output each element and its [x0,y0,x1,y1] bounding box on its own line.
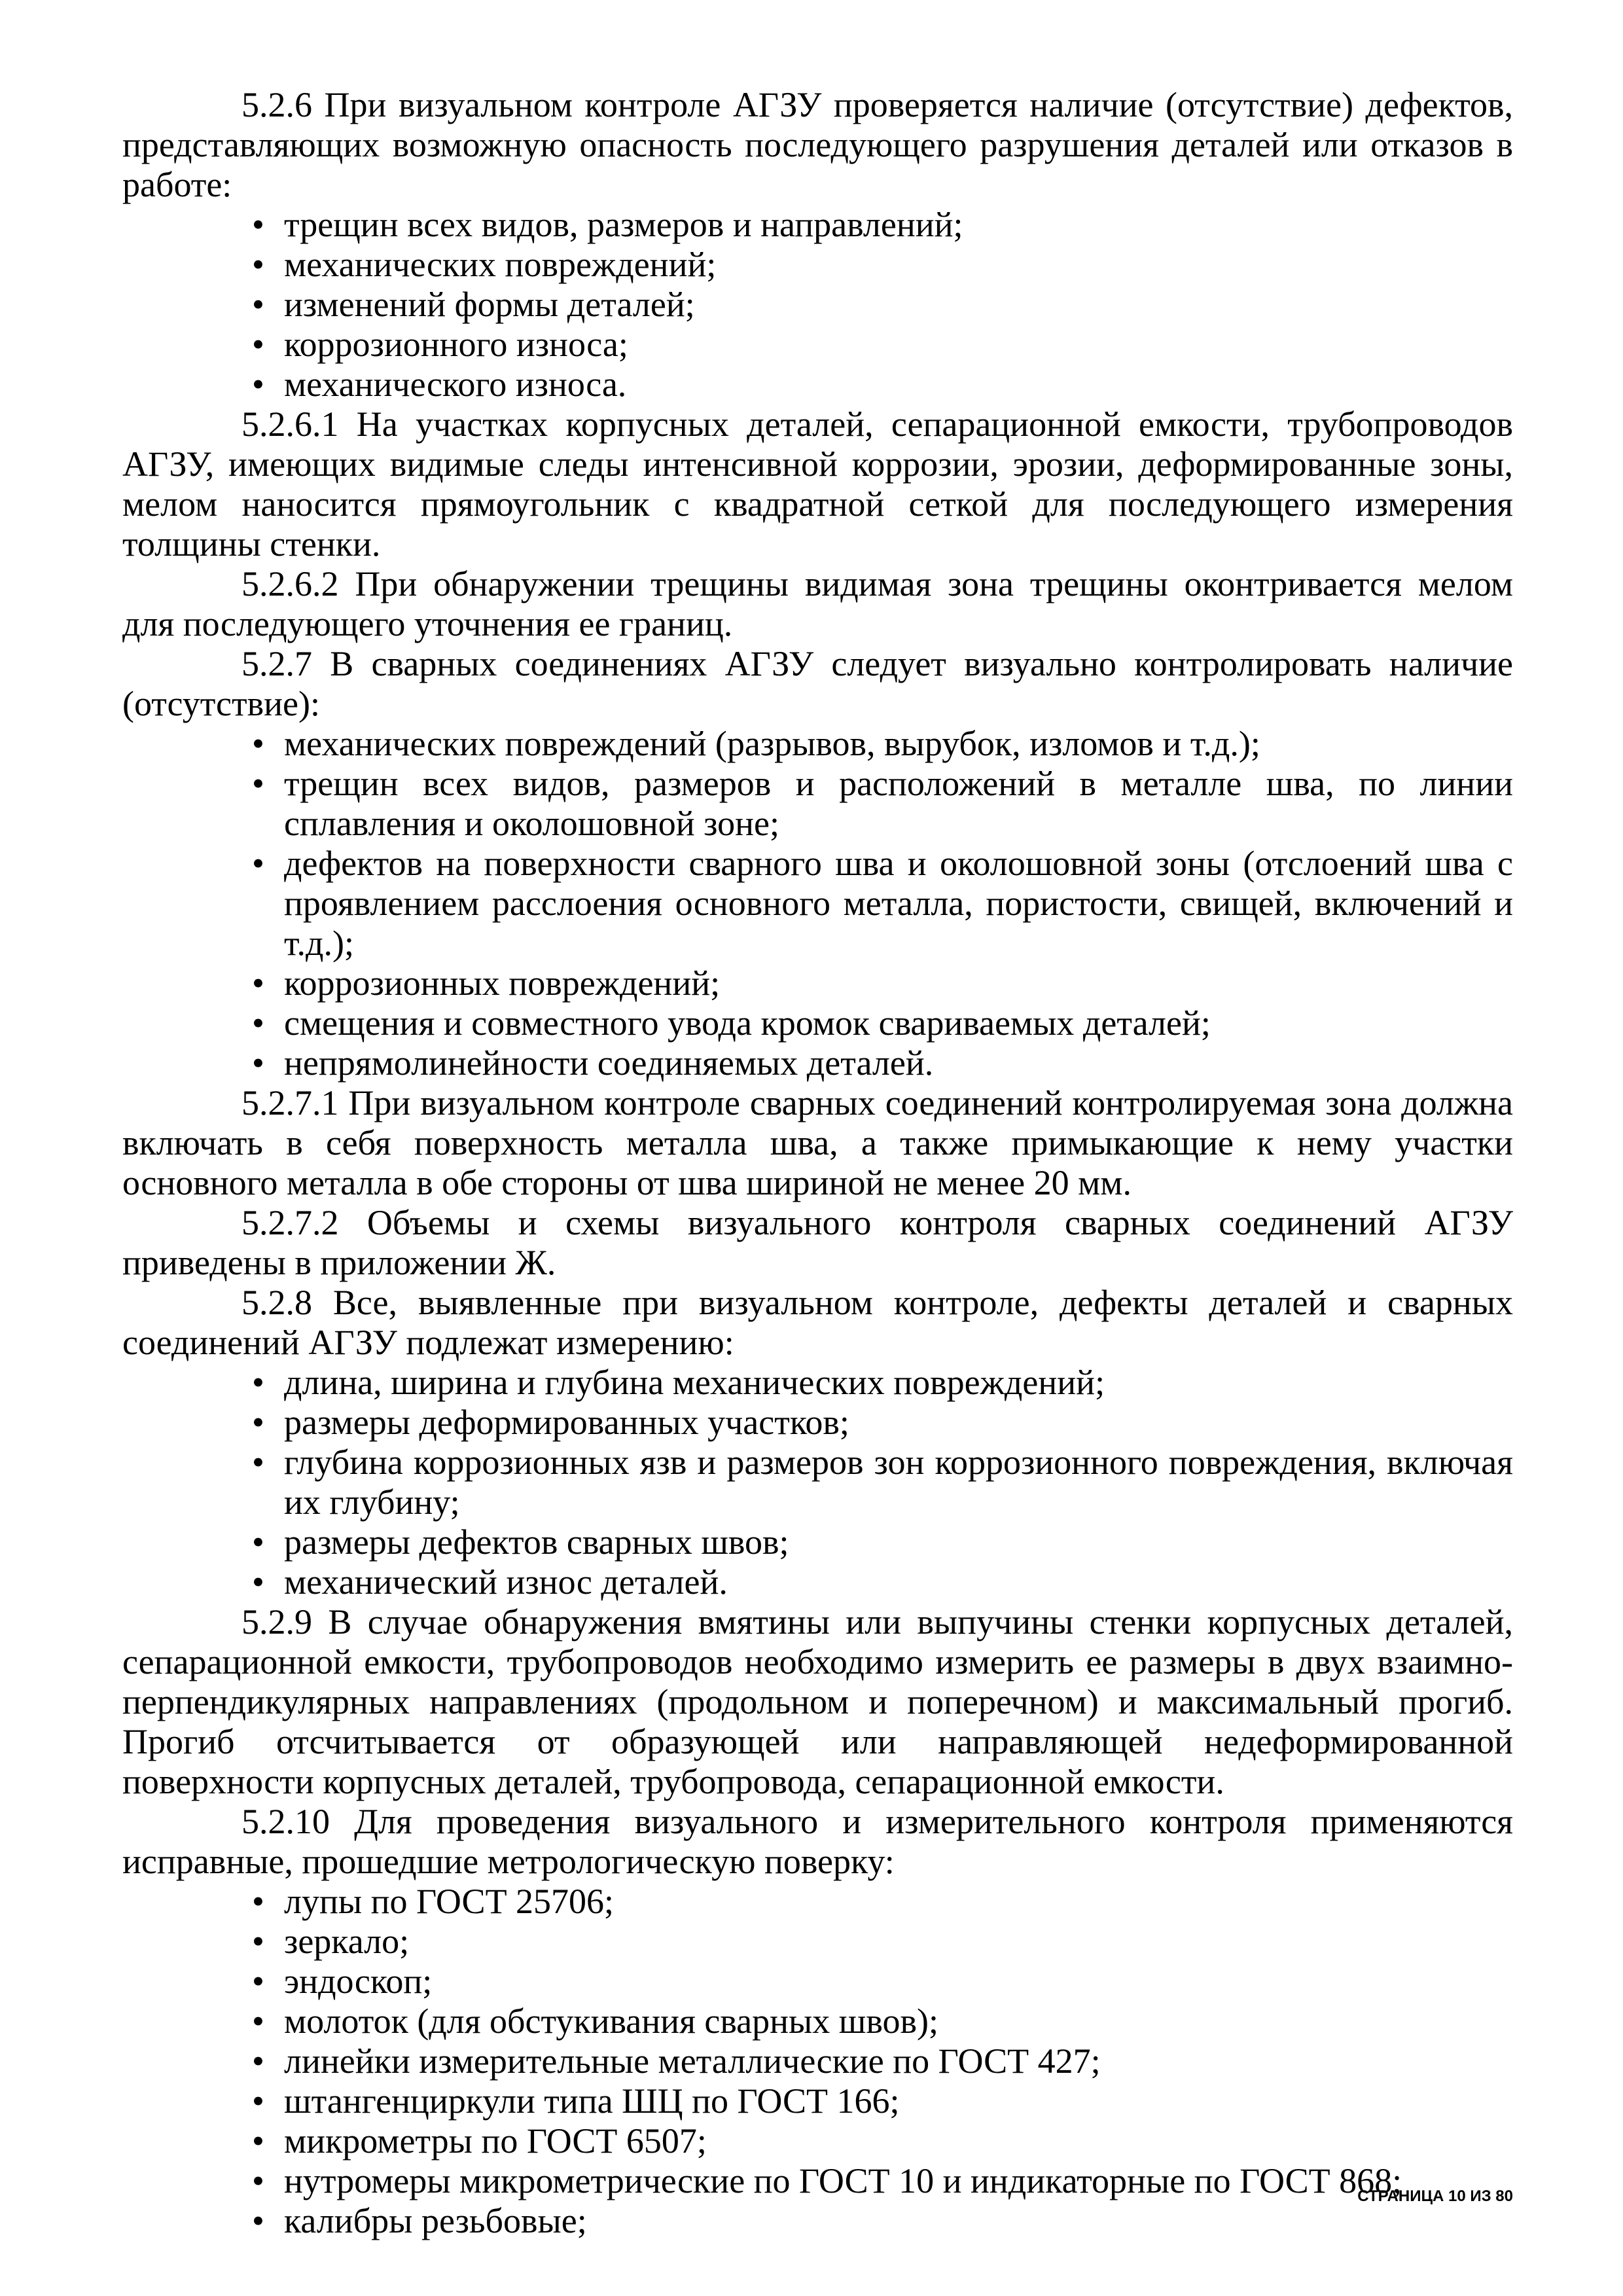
list-item-text: размеры дефектов сварных швов; [284,1522,789,1562]
list-item-text: микрометры по ГОСТ 6507; [284,2121,707,2161]
list-item-text: глубина коррозионных язв и размеров зон коррозионного повреждения, включая их глубину; [284,1443,1513,1522]
document-body [122,85,1513,2241]
list-item-text: зеркало; [284,1922,410,1961]
bullet-icon: • [252,1922,264,1961]
bullet-icon: • [252,205,264,244]
bullet-icon: • [252,2161,264,2200]
list-item [122,2041,1513,2081]
list-item-text: эндоскоп; [284,1962,433,2001]
bullet-icon: • [252,764,264,803]
bullet-icon: • [252,2001,264,2041]
list-item [122,205,1513,245]
list-item [122,1363,1513,1403]
list-item [122,2161,1513,2201]
bullet-icon: • [252,1562,264,1602]
bullet-icon: • [252,2121,264,2161]
list-item [122,1882,1513,1922]
paragraph: 5.2.7 В сварных соединениях АГЗУ следует визуально контролировать наличие (отсутствие): [122,644,1513,723]
list-item [122,1003,1513,1043]
bullet-icon: • [252,1962,264,2001]
list-item-text: размеры деформированных участков; [284,1403,849,1442]
bullet-icon: • [252,2081,264,2121]
list-item-text: длина, ширина и глубина механических повреждений; [284,1363,1105,1402]
list-item [122,1403,1513,1443]
paragraph: 5.2.9 В случае обнаружения вмятины или выпучины стенки корпусных деталей, сепарационной емкости, трубопроводов необходимо измерить ее размеры в двух взаимно-перпендикулярных направлениях (продольном и поперечном) и максимальный прогиб. Прогиб отсчитывается от образующей или направляющей недеформированной поверхности корпусных деталей, трубопровода, сепарационной емкости. [122,1602,1513,1801]
paragraph: 5.2.7.2 Объемы и схемы визуального контроля сварных соединений АГЗУ приведены в приложении Ж. [122,1203,1513,1282]
bullet-icon: • [252,245,264,284]
bullet-icon: • [252,1003,264,1043]
list-item [122,1562,1513,1602]
bullet-icon: • [252,2201,264,2240]
paragraph: 5.2.8 Все, выявленные при визуальном контроле, дефекты деталей и сварных соединений АГЗУ подлежат измерению: [122,1283,1513,1362]
bullet-icon: • [252,1043,264,1083]
list-item-text: молоток (для обстукивания сварных швов); [284,2001,939,2041]
list-item [122,1922,1513,1962]
list-item [122,724,1513,764]
bullet-icon: • [252,325,264,364]
bullet-icon: • [252,963,264,1003]
list-item [122,2001,1513,2041]
list-item [122,365,1513,404]
list-item-text: механических повреждений; [284,245,717,284]
paragraph: 5.2.7.1 При визуальном контроле сварных соединений контролируемая зона должна включать в себя поверхность металла шва, а также примыкающие к нему участки основного металла в обе стороны от шва шириной не менее 20 мм. [122,1083,1513,1202]
list-item [122,1522,1513,1562]
list-item [122,2081,1513,2121]
list-item [122,245,1513,285]
list-item [122,325,1513,365]
bullet-icon: • [252,1403,264,1442]
list-item-text: смещения и совместного увода кромок свариваемых деталей; [284,1003,1211,1043]
list-item-text: лупы по ГОСТ 25706; [284,1882,615,1921]
list-item-text: линейки измерительные металлические по ГОСТ 427; [284,2041,1101,2081]
bullet-icon: • [252,1443,264,1482]
paragraph: 5.2.6.1 На участках корпусных деталей, сепарационной емкости, трубопроводов АГЗУ, имеющих видимые следы интенсивной коррозии, эрозии, деформированные зоны, мелом наносится прямоугольник с квадратной сеткой для последующего измерения толщины стенки. [122,404,1513,564]
list-item-text: механических повреждений (разрывов, вырубок, изломов и т.д.); [284,724,1260,763]
bullet-icon: • [252,365,264,404]
list-item [122,1443,1513,1522]
list-item [122,2201,1513,2241]
bullet-icon: • [252,1363,264,1402]
list-item [122,1043,1513,1083]
list-item-text: механический износ деталей. [284,1562,728,1602]
bullet-icon: • [252,1882,264,1921]
list-item-text: дефектов на поверхности сварного шва и околошовной зоны (отслоений шва с проявлением расслоения основного металла, пористости, свищей, включений и т.д.); [284,844,1513,963]
list-item-text: трещин всех видов, размеров и расположений в металле шва, по линии сплавления и околошовной зоне; [284,764,1513,843]
list-item [122,963,1513,1003]
list-item [122,2121,1513,2161]
list-item-text: трещин всех видов, размеров и направлений; [284,205,963,244]
list-item-text: коррозионного износа; [284,325,628,364]
list-item-text: непрямолинейности соединяемых деталей. [284,1043,934,1083]
list-item [122,844,1513,963]
paragraph: 5.2.6 При визуальном контроле АГЗУ проверяется наличие (отсутствие) дефектов, представляющих возможную опасность последующего разрушения деталей или отказов в работе: [122,85,1513,204]
bullet-icon: • [252,724,264,763]
list-item-text: изменений формы деталей; [284,285,695,324]
bullet-icon: • [252,2041,264,2081]
list-item-text: калибры резьбовые; [284,2201,587,2240]
paragraph: 5.2.6.2 При обнаружении трещины видимая зона трещины оконтривается мелом для последующего уточнения ее границ. [122,564,1513,643]
bullet-icon: • [252,1522,264,1562]
list-item-text: механического износа. [284,365,627,404]
list-item [122,1962,1513,2001]
bullet-icon: • [252,285,264,324]
list-item-text: нутромеры микрометрические по ГОСТ 10 и индикаторные по ГОСТ 868; [284,2161,1402,2200]
list-item-text: штангенциркули типа ШЦ по ГОСТ 166; [284,2081,900,2121]
list-item [122,285,1513,325]
list-item-text: коррозионных повреждений; [284,963,721,1003]
list-item [122,764,1513,844]
paragraph: 5.2.10 Для проведения визуального и измерительного контроля применяются исправные, прошедшие метрологическую поверку: [122,1802,1513,1881]
page-number: СТРАНИЦА 10 ИЗ 80 [1357,2187,1513,2205]
bullet-icon: • [252,844,264,883]
